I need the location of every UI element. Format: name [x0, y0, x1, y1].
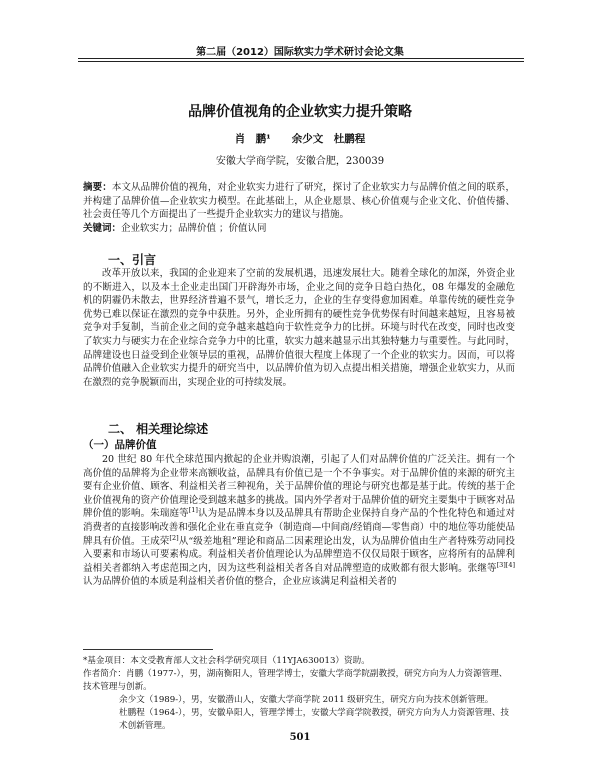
footnote-author-1: 作者简介：肖鹏（1977-），男，湖南衡阳人，管理学博士，安徽大学商学院副教授，研究方向为人力资源管理、技术管理与创新。	[83, 669, 508, 692]
brand-value-paragraph	[83, 453, 515, 589]
footnote-author-3: 杜鹏程（1964-），男，安徽阜阳人，管理学博士，安徽大学商学院教授，研究方向为人力资源管理、技术创新管理。	[119, 708, 510, 731]
abstract-block	[83, 181, 515, 235]
intro-paragraph: 改革开放以来，我国的企业迎来了空前的发展机遇，迅速发展壮大。随着全球化的加深，外资企业的不断进入，以及本土企业走出国门开辟海外市场，企业之间的竞争日趋白热化，08 年爆发的金融危机的阴霾仍未散去，世界经济普遍不景气，增长乏力，企业的生存变得愈加困难。单靠传统的硬性竞争优势已难以保证在激烈的竞争中获胜。另外，企业所拥有的硬性竞争优势保有时间越来越短，且容易被竞争对手复制，当前企业之间的竞争越来越趋向于软性竞争力的比拼。环境与时代在改变，同时也改变了软实力与硬实力在企业综合竞争力中的比重，软实力越来越显示出其独特魅力与重要性。与此同时，品牌建设也日益受到企业领导层的重视，品牌价值很大程度上体现了一个企业的软实力。因而，可以将品牌价值融入企业软实力提升的研究当中，以品牌价值为切入点提出相关措施，增强企业软实力，从而在激烈的竞争脱颖而出，实现企业的可持续发展。	[83, 268, 515, 388]
paragraph-text: 20 世纪 80 年代全球范围内掀起的企业并购浪潮，引起了人们对品牌价值的广泛关注。拥有一个高价值的品牌将为企业带来高额收益，品牌具有价值已是一个不争事实。对于品牌价值的来源的研究主要有企业价值、顾客、利益相关者三种视角，关于品牌价值的理论与研究也都是基于此。传统的基于企业价值视角的资产价值理论受到越来越多的挑战。国内外学者对于品牌价值的研究主要集中于顾客对品牌价值的影响。朱瑞庭等	[83, 454, 515, 520]
paragraph-text: 从“级差地租”理论和商品二因素理论出发，认为品牌价值由生产者特殊劳动同投入要素和市场认可要素构成。利益相关者价值理论认为品牌塑造不仅仅局限于顾客，应将所有的品牌利益相关者都纳入考虑范围之内，因为这些利益相关者各自对品牌塑造的成败都有很大影响。张继等	[83, 535, 515, 574]
paragraph-text: 认为品牌价值的本质是利益相关者价值的整合，企业应该满足利益相关者的	[83, 576, 397, 588]
paper-title: 品牌价值视角的企业软实力提升策略	[188, 104, 412, 120]
citation: [2]	[169, 533, 179, 542]
authors: 肖 鹏¹ 余少文 杜鹏程	[234, 133, 366, 145]
subsection-heading-brand-value: （一）品牌价值	[83, 439, 157, 451]
section-heading-theory: 二、 相关理论综述	[108, 422, 209, 436]
abstract	[83, 181, 515, 222]
authors-line	[0, 131, 600, 146]
section-heading-intro: 一、引言	[108, 253, 157, 267]
running-header: 第二届（2012）国际软实力学术研讨会论文集	[196, 47, 404, 58]
keywords-label: 关键词：	[83, 222, 122, 234]
affiliation: 安徽大学商学院，安徽合肥，230039	[215, 156, 385, 167]
footnote-rule	[83, 649, 213, 650]
keywords	[83, 222, 515, 236]
abstract-text: 本文从品牌价值的视角，对企业软实力进行了研究，探讨了企业软实力与品牌价值之间的联系，并构建了品牌价值—企业软实力模型。在此基础上，从企业愿景、核心价值观与企业文化、价值传播、社会责任等几个方面提出了一些提升企业软实力的建议与措施。	[83, 182, 515, 220]
citation: [3][4]	[496, 560, 515, 569]
footnote-funding: *基金项目：本文受教育部人文社会科学研究项目（11YJA630013）资助。	[83, 656, 370, 666]
header-rule	[78, 58, 524, 59]
header-rule-thin	[78, 61, 524, 62]
footnote-author-2: 余少文（1989-），男，安徽潜山人，安徽大学商学院 2011 级研究生，研究方向为技术创新管理。	[119, 695, 494, 705]
page-number: 501	[289, 732, 311, 743]
citation: [1]	[188, 506, 198, 515]
paragraph-text: 认为是品牌本身以及品牌具有帮助企业保持自身产品的个性化特色和通过对消费者的直接影响改善和强化企业在垂直竞争（制造商—中间商/经销商—零售商）中的地位等功能使品牌具有价值。王成荣	[83, 508, 515, 547]
footnotes	[83, 655, 515, 733]
keywords-text: 企业软实力；品牌价值 ；价值认同	[121, 222, 267, 234]
abstract-label: 摘要：	[83, 182, 112, 193]
